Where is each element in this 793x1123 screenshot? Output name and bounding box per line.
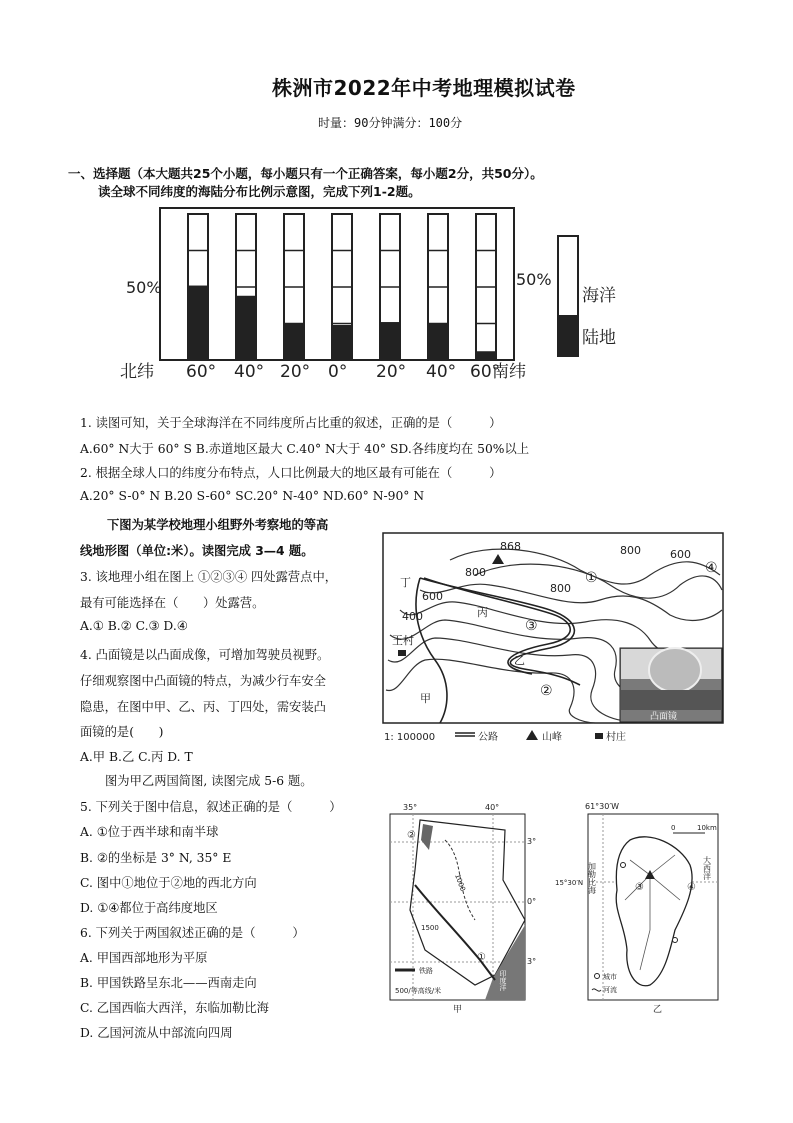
question-5-option-b: B. ②的坐标是 3° N, 35° E (80, 851, 232, 865)
camp-2: ② (540, 683, 553, 699)
legend-river: 河流 (603, 986, 617, 994)
land-bar (332, 325, 352, 360)
x-tick-label: 20° (280, 362, 311, 382)
chart-intro: 读全球不同纬度的海陆分布比例示意图，完成下列1-2题。 (98, 184, 421, 199)
x-tick-label: 0° (328, 362, 348, 382)
yi-scale-start: 0 (671, 824, 676, 832)
peak-elevation: 868 (500, 540, 521, 553)
lon-40: 40° (485, 803, 500, 812)
land-bar (380, 322, 400, 360)
contour-label-800b: 800 (550, 582, 571, 595)
contour-label-800c: 800 (620, 544, 641, 557)
point-yi: 乙 (514, 654, 525, 667)
legend-village: 村庄 (606, 732, 626, 743)
x-tick-label: 20° (376, 362, 407, 382)
page-title: 株洲市2022年中考地理模拟试卷 (272, 76, 576, 100)
legend-city-symbol (595, 974, 600, 979)
east-sea-label: 大西洋 (702, 856, 712, 880)
inset-ground (621, 690, 721, 710)
lat-3s: 3° (527, 957, 537, 966)
x-tick-label: 40° (426, 362, 457, 382)
x-tick-label: 40° (234, 362, 265, 382)
question-2: 2. 根据全球人口的纬度分布特点，人口比例最大的地区最有可能在（ ） (80, 466, 502, 480)
question-4-options: A.甲 B.乙 C.丙 D. T (80, 750, 193, 764)
inset-caption: 凸面镜 (650, 712, 678, 722)
question-3-line2: 最有可能选择在（ ）处露营。 (80, 596, 265, 610)
question-3-line1: 3. 该地理小组在图上 ①②③④ 四处露营点中， (80, 570, 338, 584)
contour-1500: 1500 (421, 924, 439, 932)
topo-intro-line1: 下图为某学校地理小组野外考察地的等高 (107, 518, 329, 532)
legend-rail: 铁路 (419, 967, 433, 975)
exam-info: 时量：90分钟满分：100分 (318, 116, 463, 130)
jia-point-2: ② (407, 830, 416, 841)
section-heading: 一、选择题（本大题共25个小题，每小题只有一个正确答案，每小题2分，共50分）。 (68, 166, 543, 181)
point-bing: 丙 (477, 606, 488, 619)
west-sea-label: 加勒比海 (587, 862, 597, 894)
question-1-options: A.60° N大于 60° S B.赤道地区最大 C.40° N大于 40° SD.各纬度均在 50%以上 (80, 442, 530, 456)
question-4-line1: 4. 凸面镜是以凸面成像，可增加驾驶员视野。 (80, 648, 330, 662)
x-tick-label: 60° (186, 362, 217, 382)
lat-3n: 3° (527, 837, 537, 846)
land-sea-chart (120, 200, 640, 385)
topo-intro-line2: 线地形图（单位:米）。读图完成 3—4 题。 (80, 544, 314, 558)
question-6-option-a: A. 甲国西部地形为平原 (80, 951, 208, 965)
legend-city: 城市 (603, 973, 617, 981)
contour-label-800a: 800 (465, 566, 486, 579)
yi-caption: 乙 (653, 1005, 663, 1015)
question-4-line2: 仔细观察图中凸面镜的特点，为减少行车安全 (80, 674, 326, 688)
country-jia-map (385, 800, 545, 1015)
land-bar (188, 286, 208, 360)
contour-label-400: 400 (402, 610, 423, 623)
yi-city-2 (673, 938, 678, 943)
question-5-option-d: D. ①④都位于高纬度地区 (80, 901, 218, 915)
question-6-option-c: C. 乙国西临大西洋，东临加勒比海 (80, 1001, 269, 1015)
legend-peak-icon (526, 730, 538, 740)
contour-label-600a: 600 (670, 548, 691, 561)
question-5: 5. 下列关于图中信息，叙述正确的是（ ） (80, 800, 342, 814)
x-tick-label: 北纬 (120, 362, 154, 382)
left-50-label: 50% (126, 278, 162, 297)
camp-3: ③ (525, 618, 538, 634)
right-50-label: 50% (516, 270, 552, 289)
question-5-option-c: C. 图中①地位于②地的西北方向 (80, 876, 257, 890)
village-icon (398, 650, 406, 656)
question-2-options: A.20° S-0° N B.20 S-60° SC.20° N-40° ND.60° N-90° N (80, 489, 425, 503)
land-bar (284, 324, 304, 361)
indian-ocean-label: 印度洋 (499, 970, 507, 991)
yi-lat-label: 15°30′N (555, 879, 584, 887)
lon-35: 35° (403, 803, 418, 812)
camp-4: ④ (705, 560, 718, 576)
jia-caption: 甲 (453, 1005, 463, 1015)
question-5-option-a: A. ①位于西半球和南半球 (80, 825, 219, 839)
yi-top-coord: 61°30′W (585, 802, 620, 811)
land-bar (428, 324, 448, 361)
land-bar (236, 296, 256, 360)
legend-road: 公路 (478, 732, 498, 743)
question-4-line3: 隐患，在图中甲、乙、丙、丁四处，需安装凸 (80, 700, 326, 714)
lat-0: 0° (527, 897, 537, 906)
x-tick-label: 南纬 (492, 362, 526, 382)
legend-village-icon (595, 733, 603, 739)
chart-legend (558, 236, 616, 356)
legend-peak: 山峰 (542, 732, 562, 743)
contour-label-600b: 600 (422, 590, 443, 603)
land-bar (476, 351, 496, 360)
question-6-option-d: D. 乙国河流从中部流向四周 (80, 1026, 233, 1040)
legend-land-label: 陆地 (582, 328, 616, 348)
legend-ocean-label: 海洋 (582, 286, 616, 306)
topo-map (380, 530, 725, 745)
legend-contour: 500∕等高线/米 (395, 987, 442, 995)
question-6-option-b: B. 甲国铁路呈东北——西南走向 (80, 976, 257, 990)
yi-point-4: ④ (687, 882, 696, 893)
yi-scale-end: 10km (697, 824, 717, 832)
question-3-options: A.① B.② C.③ D.④ (80, 619, 188, 633)
point-ding: 丁 (400, 576, 411, 589)
question-6: 6. 下列关于两国叙述正确的是（ ） (80, 926, 305, 940)
maps-intro: 图为甲乙两国简图, 读图完成 5-6 题。 (105, 774, 313, 788)
camp-1: ① (585, 570, 598, 586)
legend-land-fill (558, 315, 578, 356)
village-label: 王村 (392, 634, 414, 647)
mirror-shape (649, 648, 701, 692)
country-yi-map (555, 800, 725, 1015)
jia-point-1: ① (477, 952, 486, 963)
question-4-line4: 面镜的是( ) (80, 725, 164, 739)
point-jia: 甲 (420, 692, 431, 705)
x-tick-label: 60° (470, 362, 501, 382)
map-scale: 1: 100000 (384, 732, 436, 743)
yi-city (621, 863, 626, 868)
yi-point-3: ③ (635, 882, 644, 893)
contour-1000: 1000 (453, 872, 467, 893)
question-1: 1. 读图可知，关于全球海洋在不同纬度所占比重的叙述，正确的是（ ） (80, 416, 502, 430)
convex-mirror-inset (620, 648, 722, 722)
